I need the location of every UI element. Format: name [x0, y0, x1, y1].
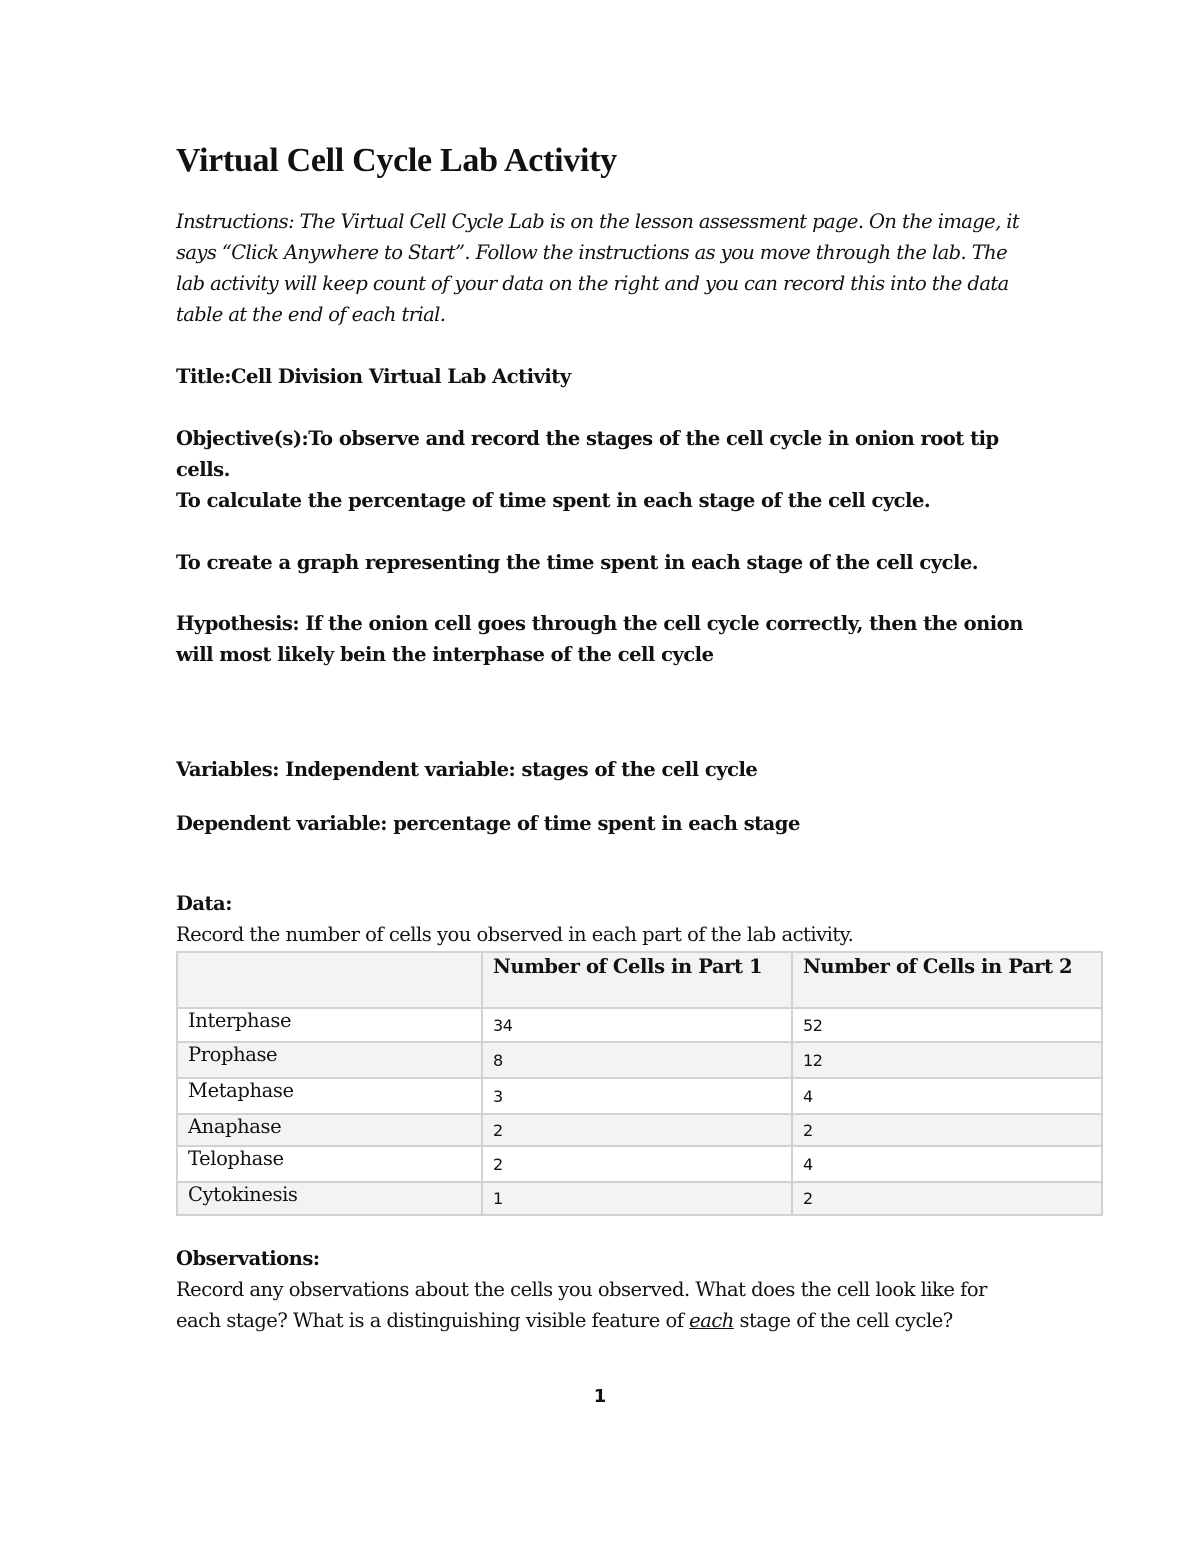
stage-cell: Interphase [177, 1008, 482, 1042]
observations-text-after: stage of the cell cycle? [733, 1309, 953, 1332]
lab-title-line [176, 361, 1036, 392]
stage-cell: Telophase [177, 1146, 482, 1182]
part1-cell[interactable]: 2 [482, 1114, 792, 1146]
observations-text-before: Record any observations about the cells you observed. What does the cell look like for each stage? What is a distinguishing visible feature of [176, 1278, 987, 1332]
stage-cell: Anaphase [177, 1114, 482, 1146]
table-header-part1: Number of Cells in Part 1 [482, 952, 792, 1008]
lab-title-label: Title: [176, 365, 231, 388]
data-label: Data: [176, 892, 232, 915]
hypothesis-label: Hypothesis: [176, 612, 300, 635]
data-instruction: Record the number of cells you observed in each part of the lab activity. [176, 923, 854, 946]
stage-cell: Prophase [177, 1042, 482, 1078]
document-title: Virtual Cell Cycle Lab Activity [176, 142, 617, 179]
objective-line-2: To calculate the percentage of time spent in each stage of the cell cycle. [176, 489, 931, 512]
part2-cell[interactable]: 12 [792, 1042, 1102, 1078]
lab-title-value: Cell Division Virtual Lab Activity [230, 365, 571, 388]
table-header-stage [177, 952, 482, 1008]
table-row [177, 1114, 1102, 1146]
objective-1-text: To observe and record the stages of the cell cycle in onion root tip cells. [176, 427, 999, 481]
hypothesis-text: If the onion cell goes through the cell cycle correctly, then the onion will most likely bein the interphase of the cell cycle [176, 612, 1023, 666]
part2-cell[interactable]: 52 [792, 1008, 1102, 1042]
page-number: 1 [593, 1386, 607, 1407]
independent-variable-text: Independent variable: stages of the cell cycle [285, 758, 758, 781]
variables-line [176, 754, 1036, 785]
cell-count-table [176, 951, 1103, 1216]
table-row [177, 1042, 1102, 1078]
part1-cell[interactable]: 1 [482, 1182, 792, 1215]
part2-cell[interactable]: 4 [792, 1078, 1102, 1114]
table-header-part2: Number of Cells in Part 2 [792, 952, 1102, 1008]
stage-cell: Metaphase [177, 1078, 482, 1114]
table-header-row [177, 952, 1102, 1008]
observations-label: Observations: [176, 1247, 320, 1270]
part1-cell[interactable]: 3 [482, 1078, 792, 1114]
table-row [177, 1008, 1102, 1042]
objective-label: Objective(s): [176, 427, 309, 450]
part2-cell[interactable]: 2 [792, 1114, 1102, 1146]
objective-line-3: To create a graph representing the time spent in each stage of the cell cycle. [176, 551, 979, 574]
dependent-variable-line: Dependent variable: percentage of time spent in each stage [176, 812, 800, 835]
part1-cell[interactable]: 8 [482, 1042, 792, 1078]
part2-cell[interactable]: 4 [792, 1146, 1102, 1182]
part1-cell[interactable]: 2 [482, 1146, 792, 1182]
variables-label: Variables: [176, 758, 279, 781]
table-row [177, 1146, 1102, 1182]
table-row [177, 1078, 1102, 1114]
part2-cell[interactable]: 2 [792, 1182, 1102, 1215]
observations-emphasis: each [689, 1309, 734, 1332]
instructions-paragraph: Instructions: The Virtual Cell Cycle Lab is on the lesson assessment page. On the image, it says “Click Anywhere to Start”. Follow the instructions as you move through the lab. The lab activity will keep count of your data on the right and you can record this into the data table at the end of each trial. [176, 210, 1020, 326]
part1-cell[interactable]: 34 [482, 1008, 792, 1042]
hypothesis-paragraph [176, 608, 1036, 670]
observations-paragraph [176, 1274, 1016, 1336]
table-row [177, 1182, 1102, 1215]
stage-cell: Cytokinesis [177, 1182, 482, 1215]
objective-line-1 [176, 423, 1036, 485]
